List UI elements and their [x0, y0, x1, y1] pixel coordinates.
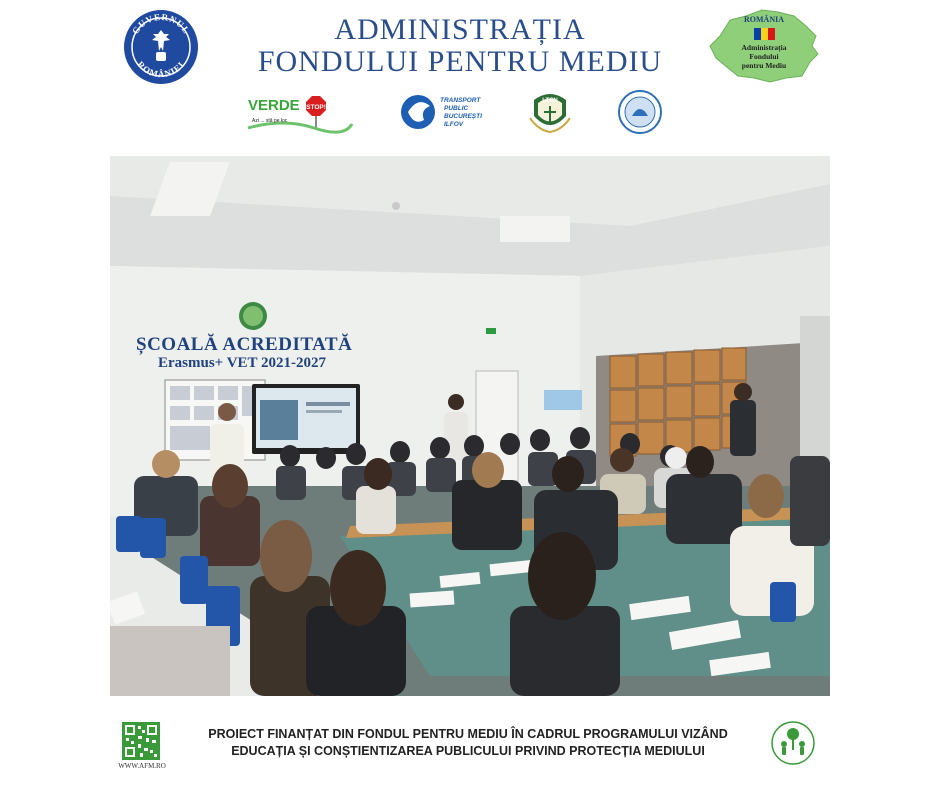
verde-stop-logo: [244, 92, 356, 136]
afm-website-url: WWW.AFM.RO: [118, 762, 166, 770]
qr-code-icon: [122, 722, 160, 760]
classroom-photo: [110, 156, 830, 696]
svg-text:ROMÂNIEI: ROMÂNIEI: [135, 59, 187, 80]
partner-logos: [240, 88, 680, 138]
map-line-3: pentru Mediu: [741, 61, 787, 70]
map-line-2: Fondului: [749, 52, 779, 61]
tpbi-logo: [400, 90, 492, 134]
svg-text:ILFOV: ILFOV: [444, 121, 464, 128]
romanian-flag-icon: [754, 28, 775, 40]
stop-word: STOP!: [306, 104, 326, 111]
wall-sign-accredited-school: ȘCOALĂ ACREDITATĂ: [136, 334, 353, 355]
verde-tagline: Azi ... stă pe loc: [252, 118, 288, 124]
page-title: [230, 14, 690, 78]
map-line-1: Administrația: [741, 43, 787, 52]
afm-romania-map-logo: [706, 6, 822, 84]
svg-text:TRANSPORT: TRANSPORT: [440, 97, 481, 104]
footer-line-2: EDUCAȚIA ȘI CONȘTIENTIZAREA PUBLICULUI PRIVIND PROTECȚIA MEDIULUI: [231, 744, 705, 758]
svg-text:LTCN: LTCN: [542, 98, 558, 104]
footer-line-1: PROIECT FINANȚAT DIN FONDUL PENTRU MEDIU ÎN CADRUL PROGRAMULUI VIZÂND: [208, 727, 728, 741]
classroom-scene-image: [110, 156, 830, 696]
map-country-label: ROMÂNIA: [744, 15, 784, 24]
ltcn-logo: [528, 90, 572, 134]
guvernul-romaniei-logo: [122, 8, 200, 86]
svg-text:PUBLIC: PUBLIC: [444, 105, 469, 112]
school-circle-logo: [618, 90, 662, 134]
project-funding-statement: [188, 726, 748, 760]
title-line-1: ADMINISTRAȚIA: [334, 13, 586, 46]
svg-text:GUVERNUL: GUVERNUL: [130, 11, 192, 36]
title-line-2: FONDULUI PENTRU MEDIU: [257, 45, 663, 78]
svg-text:BUCUREȘTI: BUCUREȘTI: [444, 113, 482, 120]
verde-word: VERDE: [248, 97, 300, 114]
wall-sign-erasmus: Erasmus+ VET 2021-2027: [158, 355, 327, 371]
environmental-education-logo: [770, 720, 816, 766]
